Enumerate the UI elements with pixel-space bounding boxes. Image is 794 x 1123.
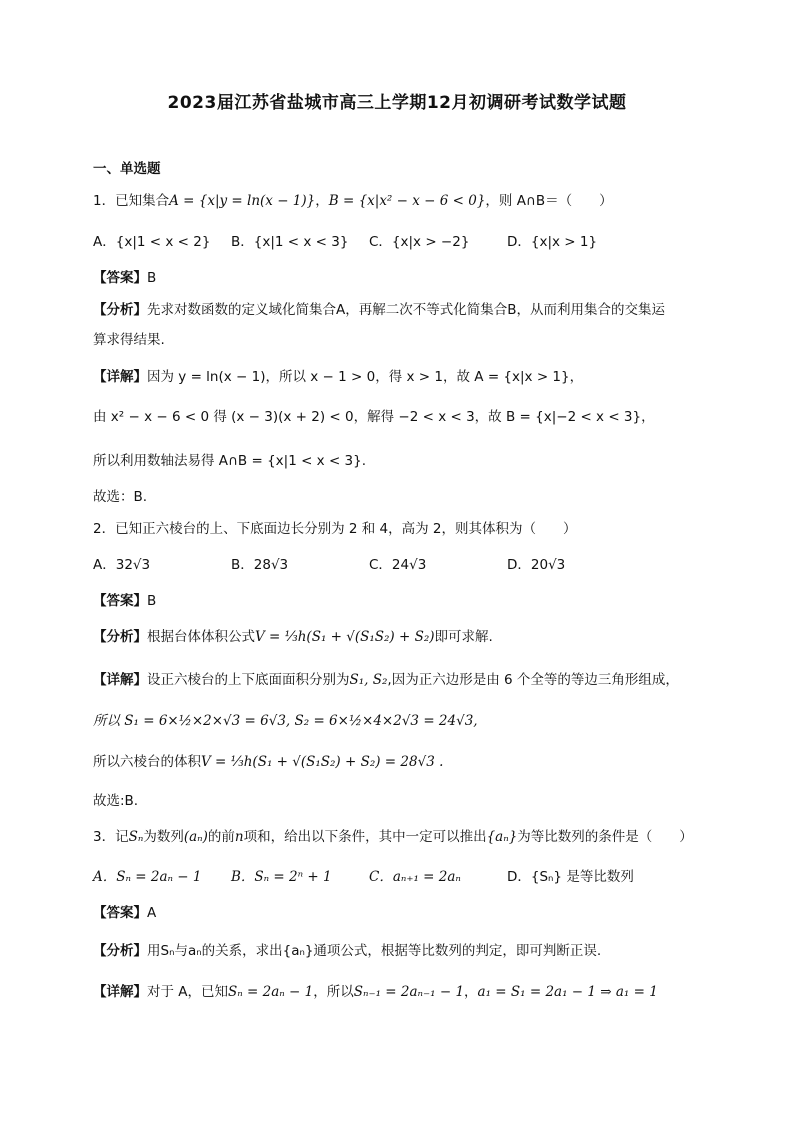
q3-option-b: B．Sₙ = 2ⁿ + 1 [231, 869, 332, 885]
q1-detail-text-1: 因为 y = ln(x − 1)，所以 x − 1 > 0，得 x > 1，故 A = {x|x > 1}， [147, 369, 584, 385]
q2-area-calc: 所以 S₁ = 6×½×2×√3 = 6√3, S₂ = 6×½×4×2√3 = 24√3, [93, 713, 478, 729]
q3-sn: Sₙ [128, 829, 144, 845]
q1-detail [93, 367, 734, 387]
q3-stem [93, 827, 734, 847]
page-title: 2023届江苏省盐城市高三上学期12月初调研考试数学试题 [167, 93, 627, 113]
q3-detail-eq2: Sₙ₋₁ = 2aₙ₋₁ − 1 [353, 984, 465, 1000]
q3-stem-mid2: 的前 [207, 829, 235, 845]
q1-stem [93, 191, 734, 211]
q3-option-a: A．Sₙ = 2aₙ − 1 [93, 869, 202, 885]
section-heading: 一、单选题 [93, 161, 161, 177]
q2-option-b: B．28√3 [231, 557, 289, 573]
q3-detail-pre: 对于 A，已知 [147, 984, 229, 1000]
q2-option-c: C．24√3 [369, 557, 427, 573]
q1-stem-pre: 已知集合 [115, 193, 170, 209]
analysis-label: 【分析】 [93, 943, 147, 959]
q1-set-a: A = {x|y = ln(x − 1)} [169, 193, 316, 209]
q2-volume-pre: 所以六棱台的体积 [93, 754, 201, 770]
q3-n: n [234, 829, 244, 845]
q2-analysis [93, 627, 734, 647]
q3-an-set: {aₙ} [486, 829, 518, 845]
q1-answer [93, 268, 734, 288]
q1-answer-value: B [147, 270, 157, 286]
q1-options [93, 232, 734, 252]
q3-detail-eq1: Sₙ = 2aₙ − 1 [228, 984, 314, 1000]
q2-stem: 2．已知正六棱台的上、下底面边长分别为 2 和 4，高为 2，则其体积为（ ） [93, 521, 577, 537]
q3-answer-value: A [147, 905, 157, 921]
q3-option-d: D．{Sₙ} 是等比数列 [507, 869, 634, 885]
q2-option-d: D．20√3 [507, 557, 566, 573]
q3-option-c: C．aₙ₊₁ = 2aₙ [369, 869, 461, 885]
q1-analysis-text-1: 先求对数函数的定义域化简集合A，再解二次不等式化简集合B，从而利用集合的交集运 [147, 302, 665, 318]
detail-label: 【详解】 [93, 369, 147, 385]
q2-analysis-post: 即可求解. [434, 629, 493, 645]
q3-detail-mid: ，所以 [313, 984, 354, 1000]
q2-detail-volume [93, 752, 734, 772]
detail-label: 【详解】 [93, 984, 147, 1000]
q3-detail-sep: ， [464, 984, 478, 1000]
q3-stem-mid1: 为数列 [143, 829, 184, 845]
q2-answer [93, 591, 734, 611]
q1-analysis [93, 300, 734, 320]
q3-analysis-text: 用Sₙ与aₙ的关系，求出{aₙ}通项公式，根据等比数列的判定，即可判断正误. [147, 943, 602, 959]
analysis-label: 【分析】 [93, 302, 147, 318]
q2-choose: 故选:B. [93, 793, 139, 809]
q2-analysis-pre: 根据台体体积公式 [147, 629, 255, 645]
q2-answer-value: B [147, 593, 157, 609]
q1-option-a: A．{x|1 < x < 2} [93, 234, 211, 250]
q2-detail-vars: S₁, S₂ [349, 672, 388, 688]
q1-option-d: D．{x|x > 1} [507, 234, 598, 250]
q1-analysis-cont: 算求得结果. [93, 332, 165, 348]
answer-label: 【答案】 [93, 593, 147, 609]
q3-answer [93, 903, 734, 923]
q3-stem-post: 为等比数列的条件是（ ） [517, 829, 693, 845]
q2-detail-pre: 设正六棱台的上下底面面积分别为 [147, 672, 350, 688]
q3-detail [93, 982, 734, 1002]
q3-stem-pre: 3．记 [93, 829, 129, 845]
q2-detail-calc [93, 711, 734, 731]
q1-number: 1． [93, 193, 116, 209]
q3-an: (aₙ) [183, 829, 208, 845]
q3-analysis [93, 941, 734, 961]
q2-detail [93, 670, 734, 690]
q2-option-a: A．32√3 [93, 557, 151, 573]
analysis-label: 【分析】 [93, 629, 147, 645]
q1-detail-2: 由 x² − x − 6 < 0 得 (x − 3)(x + 2) < 0，解得 −2 < x < 3，故 B = {x|−2 < x < 3}， [93, 409, 655, 425]
q1-detail-3: 所以利用数轴法易得 A∩B = {x|1 < x < 3}. [93, 453, 367, 469]
q3-detail-eq3: a₁ = S₁ = 2a₁ − 1 ⇒ a₁ = 1 [477, 984, 658, 1000]
q1-choose: 故选：B. [93, 489, 148, 505]
q2-volume-result: V = ⅓h(S₁ + √(S₁S₂) + S₂) = 28√3 . [201, 754, 444, 770]
answer-label: 【答案】 [93, 905, 147, 921]
q1-ask: ，则 A∩B＝（ ） [485, 193, 613, 209]
detail-label: 【详解】 [93, 672, 147, 688]
q1-option-b: B．{x|1 < x < 3} [231, 234, 349, 250]
answer-label: 【答案】 [93, 270, 147, 286]
q2-detail-post: ,因为正六边形是由 6 个全等的等边三角形组成， [387, 672, 679, 688]
q3-options [93, 867, 734, 887]
q1-set-b: B = {x|x² − x − 6 < 0} [328, 193, 486, 209]
q2-options [93, 555, 734, 575]
q1-option-c: C．{x|x > −2} [369, 234, 470, 250]
q1-comma: ， [315, 193, 329, 209]
q3-stem-mid3: 项和，给出以下条件，其中一定可以推出 [243, 829, 487, 845]
q2-volume-formula: V = ⅓h(S₁ + √(S₁S₂) + S₂) [255, 629, 435, 645]
